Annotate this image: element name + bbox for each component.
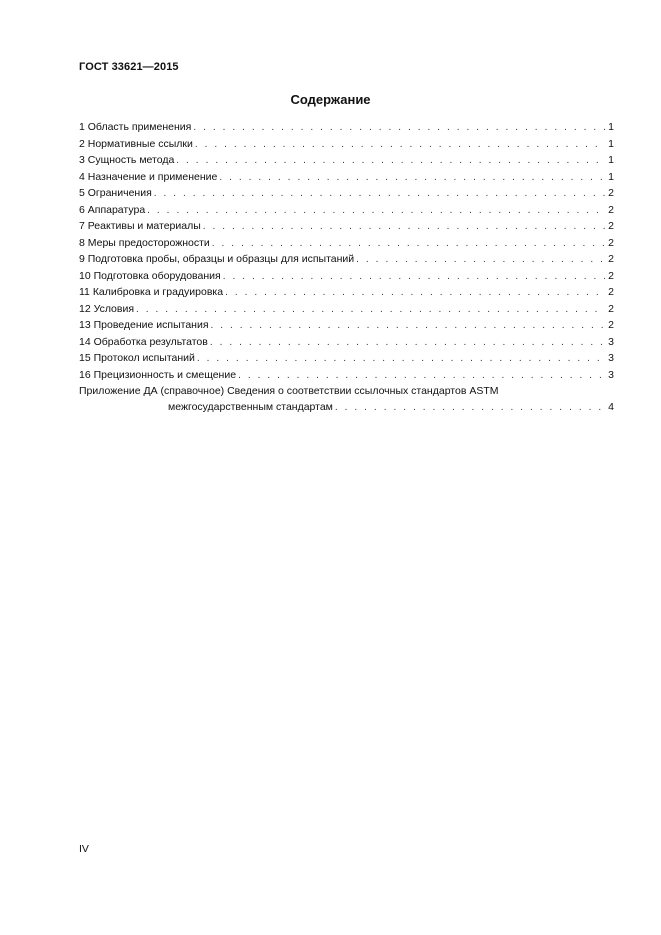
toc-dot-leader bbox=[195, 137, 605, 154]
toc-item-label: 16 Прецизионность и смещение bbox=[79, 368, 237, 381]
toc-item-page: 1 bbox=[608, 121, 614, 133]
toc-item[interactable] bbox=[79, 169, 614, 186]
toc-dot-leader bbox=[356, 252, 605, 269]
toc-item-label: 14 Обработка результатов bbox=[79, 335, 208, 348]
toc-item-label: 3 Сущность метода bbox=[79, 154, 175, 166]
toc-item-page: 2 bbox=[608, 319, 614, 331]
toc-item-page: 2 bbox=[608, 187, 614, 199]
toc-item[interactable] bbox=[79, 268, 614, 285]
toc-dot-leader bbox=[335, 400, 605, 416]
toc-item-page: 2 bbox=[608, 220, 614, 232]
toc-item-page: 3 bbox=[608, 352, 614, 364]
toc-item-page: 1 bbox=[608, 154, 614, 166]
toc-item-page: 2 bbox=[608, 253, 614, 265]
toc-item-label: 1 Область применения bbox=[79, 121, 192, 133]
toc-item-label: 15 Протокол испытаний bbox=[79, 352, 195, 364]
toc-item[interactable] bbox=[79, 301, 614, 318]
toc-item-page: 3 bbox=[608, 335, 614, 348]
toc-item-page: 2 bbox=[608, 286, 614, 298]
toc-dot-leader bbox=[211, 318, 606, 335]
toc-item[interactable] bbox=[79, 218, 614, 235]
toc-item[interactable] bbox=[79, 185, 614, 202]
toc-dot-leader bbox=[223, 269, 605, 286]
toc-item[interactable] bbox=[79, 119, 614, 136]
toc-dot-leader bbox=[210, 335, 605, 352]
toc-item-label: 7 Реактивы и материалы bbox=[79, 220, 201, 232]
toc-item-label: 4 Назначение и применение bbox=[79, 170, 218, 183]
toc-dot-leader bbox=[203, 219, 605, 236]
toc-dot-leader bbox=[193, 120, 605, 137]
toc-annex-title: Приложение ДА (справочное) Сведения о соответствии ссылочных стандартов ASTM bbox=[79, 385, 499, 397]
toc-dot-leader bbox=[176, 153, 605, 170]
toc-item-label: 5 Ограничения bbox=[79, 187, 152, 199]
toc-item[interactable] bbox=[79, 317, 614, 334]
toc-item-page: 3 bbox=[608, 368, 614, 381]
toc-item[interactable] bbox=[79, 284, 614, 301]
toc-title: Содержание bbox=[290, 92, 371, 107]
toc-item[interactable] bbox=[79, 334, 614, 351]
toc-annex-subtitle: межгосударственным стандартам bbox=[168, 401, 333, 413]
toc-annex-item[interactable] bbox=[79, 383, 614, 415]
page-number: IV bbox=[79, 843, 89, 855]
toc-annex-page: 4 bbox=[608, 401, 614, 413]
toc-item-page: 2 bbox=[608, 269, 614, 282]
toc-item-page: 1 bbox=[608, 170, 614, 183]
toc-item[interactable] bbox=[79, 202, 614, 219]
toc-dot-leader bbox=[147, 203, 605, 220]
toc-item[interactable] bbox=[79, 251, 614, 268]
toc-item[interactable] bbox=[79, 367, 614, 384]
toc-item[interactable] bbox=[79, 136, 614, 153]
toc-item-page: 1 bbox=[608, 137, 614, 150]
toc-item[interactable] bbox=[79, 350, 614, 367]
toc-dot-leader bbox=[238, 368, 605, 385]
toc-item-label: 10 Подготовка оборудования bbox=[79, 269, 221, 282]
standard-code: ГОСТ 33621—2015 bbox=[79, 61, 179, 73]
toc-dot-leader bbox=[212, 236, 605, 253]
toc-dot-leader bbox=[225, 285, 605, 302]
toc-item-label: 12 Условия bbox=[79, 302, 135, 315]
toc-item-label: 2 Нормативные ссылки bbox=[79, 137, 193, 150]
toc-dot-leader bbox=[136, 302, 605, 319]
toc-item-label: 9 Подготовка пробы, образцы и образцы для испытаний bbox=[79, 253, 355, 265]
toc-item-label: 8 Меры предосторожности bbox=[79, 236, 210, 249]
toc-item[interactable] bbox=[79, 235, 614, 252]
toc-item-page: 2 bbox=[608, 302, 614, 315]
toc-item-page: 2 bbox=[608, 203, 614, 216]
toc-dot-leader bbox=[219, 170, 605, 187]
toc-item-label: 6 Аппаратура bbox=[79, 203, 146, 216]
toc-item[interactable] bbox=[79, 152, 614, 169]
toc-item-page: 2 bbox=[608, 236, 614, 249]
toc-item-label: 11 Калибровка и градуировка bbox=[79, 286, 224, 298]
table-of-contents bbox=[79, 119, 614, 415]
toc-dot-leader bbox=[197, 351, 605, 368]
toc-annex-continuation bbox=[79, 399, 614, 415]
toc-item-label: 13 Проведение испытания bbox=[79, 319, 209, 331]
toc-dot-leader bbox=[154, 186, 605, 203]
